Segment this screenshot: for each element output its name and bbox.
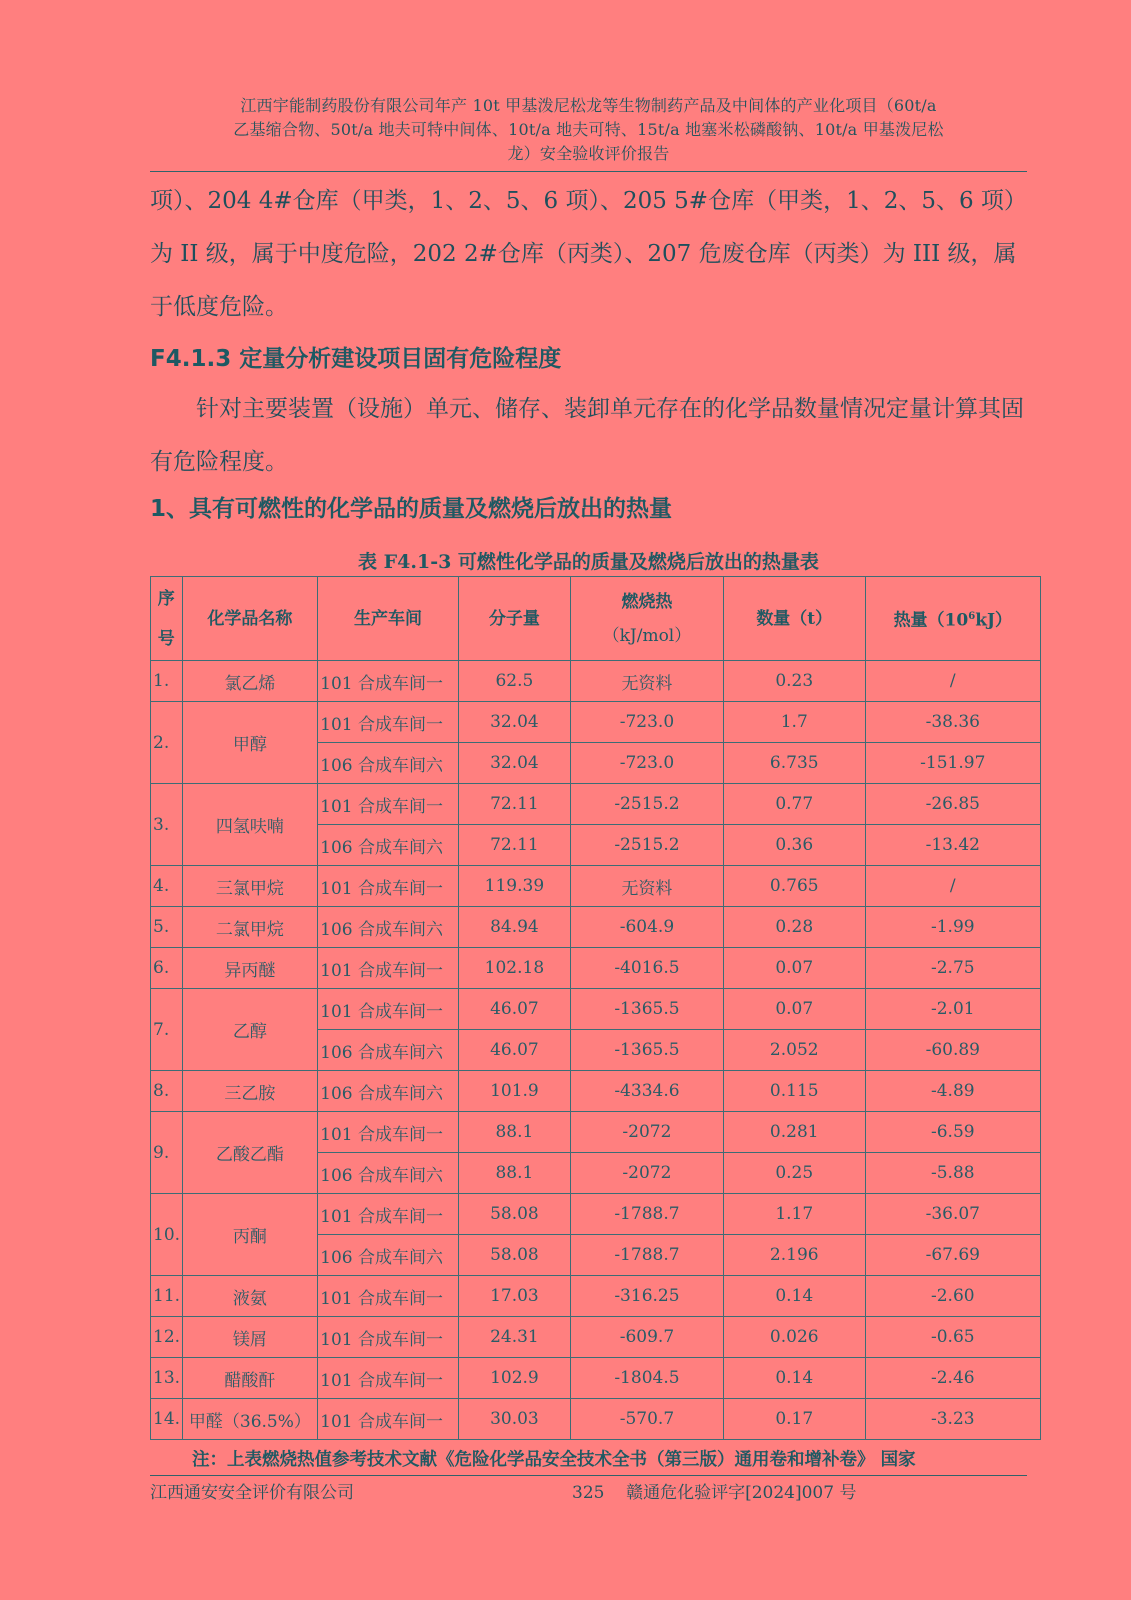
cell-quantity: 0.115 (723, 1071, 865, 1112)
cell-combustion-heat: -2072 (570, 1112, 723, 1153)
cell-workshop: 106 合成车间六 (318, 907, 459, 948)
cell-combustion-heat: -1365.5 (570, 1030, 723, 1071)
cell-quantity: 0.17 (723, 1399, 865, 1440)
cell-molecular-weight: 101.9 (458, 1071, 570, 1112)
cell-combustion-heat: -2515.2 (570, 825, 723, 866)
cell-combustion-heat: -2515.2 (570, 784, 723, 825)
table-row (151, 1071, 1041, 1112)
cell-molecular-weight: 72.11 (458, 784, 570, 825)
cell-chemical-name: 镁屑 (182, 1317, 318, 1358)
cell-no: 13. (151, 1358, 183, 1399)
cell-energy: -26.85 (865, 784, 1040, 825)
cell-molecular-weight: 32.04 (458, 743, 570, 784)
header-molecular-weight: 分子量 (458, 577, 570, 661)
cell-workshop: 106 合成车间六 (318, 1235, 459, 1276)
cell-quantity: 0.07 (723, 948, 865, 989)
cell-combustion-heat: -4016.5 (570, 948, 723, 989)
table-row (151, 1276, 1041, 1317)
cell-molecular-weight: 84.94 (458, 907, 570, 948)
table-row (151, 784, 1041, 825)
cell-workshop: 106 合成车间六 (318, 1030, 459, 1071)
cell-molecular-weight: 46.07 (458, 1030, 570, 1071)
header-combustion-heat (570, 577, 723, 661)
cell-combustion-heat: -316.25 (570, 1276, 723, 1317)
cell-no: 1. (151, 661, 183, 702)
cell-workshop: 101 合成车间一 (318, 866, 459, 907)
header-energy-prefix: 热量（10 (893, 610, 969, 631)
header-energy (865, 577, 1040, 661)
cell-molecular-weight: 88.1 (458, 1112, 570, 1153)
cell-molecular-weight: 102.18 (458, 948, 570, 989)
cell-energy: -151.97 (865, 743, 1040, 784)
cell-molecular-weight: 58.08 (458, 1235, 570, 1276)
paragraph-hazard-levels: 项）、204 4#仓库（甲类，1、2、5、6 项）、205 5#仓库（甲类，1、2、5、6 项）为 II 级，属于中度危险，202 2#仓库（丙类）、207 危废仓库（丙类）为 III 级，属于低度危险。 (150, 188, 1027, 320)
cell-quantity: 0.026 (723, 1317, 865, 1358)
page-number: 325 (572, 1483, 605, 1503)
cell-workshop: 101 合成车间一 (318, 1194, 459, 1235)
footer-page-info (572, 1478, 856, 1503)
table-row (151, 1317, 1041, 1358)
cell-molecular-weight: 72.11 (458, 825, 570, 866)
cell-quantity: 1.7 (723, 702, 865, 743)
cell-quantity: 0.14 (723, 1358, 865, 1399)
cell-workshop: 101 合成车间一 (318, 1276, 459, 1317)
cell-no: 11. (151, 1276, 183, 1317)
header-no: 序号 (151, 577, 183, 661)
cell-chemical-name: 三乙胺 (182, 1071, 318, 1112)
header-line-1: 江西宇能制药股份有限公司年产 10t 甲基泼尼松龙等生物制药产品及中间体的产业化项目（60t/a (240, 96, 937, 115)
cell-molecular-weight: 119.39 (458, 866, 570, 907)
cell-no: 7. (151, 989, 183, 1071)
cell-workshop: 106 合成车间六 (318, 1071, 459, 1112)
cell-no: 9. (151, 1112, 183, 1194)
cell-no: 4. (151, 866, 183, 907)
cell-molecular-weight: 62.5 (458, 661, 570, 702)
cell-no: 6. (151, 948, 183, 989)
section-heading: F4.1.3 定量分析建设项目固有危险程度 (150, 346, 562, 372)
footer-company: 江西通安安全评价有限公司 (150, 1483, 354, 1503)
cell-chemical-name: 四氢呋喃 (182, 784, 318, 866)
cell-quantity: 2.052 (723, 1030, 865, 1071)
cell-no: 2. (151, 702, 183, 784)
cell-molecular-weight: 102.9 (458, 1358, 570, 1399)
cell-no: 8. (151, 1071, 183, 1112)
header-line-3: 龙）安全验收评价报告 (507, 144, 670, 163)
cell-combustion-heat: 无资料 (570, 661, 723, 702)
table-row (151, 1194, 1041, 1235)
cell-energy: -6.59 (865, 1112, 1040, 1153)
cell-molecular-weight: 88.1 (458, 1153, 570, 1194)
cell-molecular-weight: 58.08 (458, 1194, 570, 1235)
cell-no: 5. (151, 907, 183, 948)
cell-energy: -4.89 (865, 1071, 1040, 1112)
cell-workshop: 101 合成车间一 (318, 1399, 459, 1440)
cell-combustion-heat: -723.0 (570, 702, 723, 743)
header-workshop: 生产车间 (318, 577, 459, 661)
cell-chemical-name: 三氯甲烷 (182, 866, 318, 907)
cell-workshop: 106 合成车间六 (318, 1153, 459, 1194)
cell-energy: -2.46 (865, 1358, 1040, 1399)
header-energy-exponent: 6 (968, 610, 976, 622)
cell-chemical-name: 醋酸酐 (182, 1358, 318, 1399)
header-line-2: 乙基缩合物、50t/a 地夫可特中间体、10t/a 地夫可特、15t/a 地塞米松磷酸钠、10t/a 甲基泼尼松 (233, 120, 944, 139)
table-row (151, 1112, 1041, 1153)
cell-workshop: 101 合成车间一 (318, 702, 459, 743)
cell-energy: / (865, 661, 1040, 702)
cell-no: 12. (151, 1317, 183, 1358)
cell-energy: -3.23 (865, 1399, 1040, 1440)
cell-energy: -13.42 (865, 825, 1040, 866)
header-quantity: 数量（t） (723, 577, 865, 661)
cell-chemical-name: 氯乙烯 (182, 661, 318, 702)
cell-quantity: 6.735 (723, 743, 865, 784)
cell-no: 14. (151, 1399, 183, 1440)
table-note: 注：上表燃烧热值参考技术文献《危险化学品安全技术全书（第三版）通用卷和增补卷》 国家 (192, 1450, 916, 1470)
cell-chemical-name: 液氨 (182, 1276, 318, 1317)
header-combustion-heat-unit: （kJ/mol） (602, 625, 692, 646)
cell-chemical-name: 异丙醚 (182, 948, 318, 989)
paragraph-quantitative-intro: 针对主要装置（设施）单元、储存、装卸单元存在的化学品数量情况定量计算其固有危险程度。 (150, 396, 1024, 475)
header-name: 化学品名称 (182, 577, 318, 661)
cell-molecular-weight: 17.03 (458, 1276, 570, 1317)
cell-energy: / (865, 866, 1040, 907)
cell-quantity: 0.281 (723, 1112, 865, 1153)
cell-energy: -1.99 (865, 907, 1040, 948)
combustible-chemicals-table (150, 576, 1041, 1440)
table-row (151, 1399, 1041, 1440)
cell-workshop: 101 合成车间一 (318, 1358, 459, 1399)
cell-workshop: 101 合成车间一 (318, 1112, 459, 1153)
cell-energy: -5.88 (865, 1153, 1040, 1194)
cell-quantity: 0.28 (723, 907, 865, 948)
cell-quantity: 1.17 (723, 1194, 865, 1235)
cell-combustion-heat: -604.9 (570, 907, 723, 948)
subsection-heading: 1、具有可燃性的化学品的质量及燃烧后放出的热量 (150, 496, 673, 522)
header-divider (150, 171, 1027, 172)
cell-workshop: 101 合成车间一 (318, 661, 459, 702)
cell-molecular-weight: 46.07 (458, 989, 570, 1030)
cell-energy: -38.36 (865, 702, 1040, 743)
header-combustion-heat-label: 燃烧热 (621, 591, 673, 612)
cell-workshop: 101 合成车间一 (318, 784, 459, 825)
cell-combustion-heat: -1804.5 (570, 1358, 723, 1399)
cell-combustion-heat: -1788.7 (570, 1235, 723, 1276)
cell-workshop: 106 合成车间六 (318, 825, 459, 866)
cell-energy: -67.69 (865, 1235, 1040, 1276)
cell-combustion-heat: -723.0 (570, 743, 723, 784)
cell-quantity: 0.765 (723, 866, 865, 907)
cell-energy: -2.01 (865, 989, 1040, 1030)
table-row (151, 661, 1041, 702)
cell-workshop: 101 合成车间一 (318, 1317, 459, 1358)
cell-chemical-name: 乙醇 (182, 989, 318, 1071)
cell-quantity: 0.07 (723, 989, 865, 1030)
cell-quantity: 0.36 (723, 825, 865, 866)
cell-quantity: 0.77 (723, 784, 865, 825)
cell-combustion-heat: 无资料 (570, 866, 723, 907)
cell-energy: -0.65 (865, 1317, 1040, 1358)
cell-combustion-heat: -2072 (570, 1153, 723, 1194)
header-energy-suffix: kJ） (975, 610, 1013, 631)
table-row (151, 866, 1041, 907)
cell-molecular-weight: 32.04 (458, 702, 570, 743)
cell-workshop: 101 合成车间一 (318, 948, 459, 989)
table-caption: 表 F4.1-3 可燃性化学品的质量及燃烧后放出的热量表 (358, 551, 819, 573)
cell-combustion-heat: -570.7 (570, 1399, 723, 1440)
cell-no: 3. (151, 784, 183, 866)
cell-quantity: 0.25 (723, 1153, 865, 1194)
table-row (151, 907, 1041, 948)
report-header (150, 94, 1027, 166)
cell-no: 10. (151, 1194, 183, 1276)
cell-chemical-name: 甲醛（36.5%） (182, 1399, 318, 1440)
cell-chemical-name: 乙酸乙酯 (182, 1112, 318, 1194)
cell-energy: -60.89 (865, 1030, 1040, 1071)
cell-combustion-heat: -1788.7 (570, 1194, 723, 1235)
cell-combustion-heat: -609.7 (570, 1317, 723, 1358)
cell-quantity: 2.196 (723, 1235, 865, 1276)
cell-quantity: 0.14 (723, 1276, 865, 1317)
table-row (151, 989, 1041, 1030)
cell-energy: -2.75 (865, 948, 1040, 989)
cell-chemical-name: 甲醇 (182, 702, 318, 784)
footer-divider (150, 1475, 1027, 1476)
cell-combustion-heat: -1365.5 (570, 989, 723, 1030)
cell-quantity: 0.23 (723, 661, 865, 702)
cell-chemical-name: 二氯甲烷 (182, 907, 318, 948)
cell-energy: -36.07 (865, 1194, 1040, 1235)
table-row (151, 1358, 1041, 1399)
cell-energy: -2.60 (865, 1276, 1040, 1317)
cell-combustion-heat: -4334.6 (570, 1071, 723, 1112)
table-row (151, 948, 1041, 989)
cell-molecular-weight: 30.03 (458, 1399, 570, 1440)
document-number: 赣通危化验评字[2024]007 号 (626, 1483, 857, 1503)
cell-molecular-weight: 24.31 (458, 1317, 570, 1358)
cell-workshop: 106 合成车间六 (318, 743, 459, 784)
table-row (151, 702, 1041, 743)
cell-chemical-name: 丙酮 (182, 1194, 318, 1276)
cell-workshop: 101 合成车间一 (318, 989, 459, 1030)
